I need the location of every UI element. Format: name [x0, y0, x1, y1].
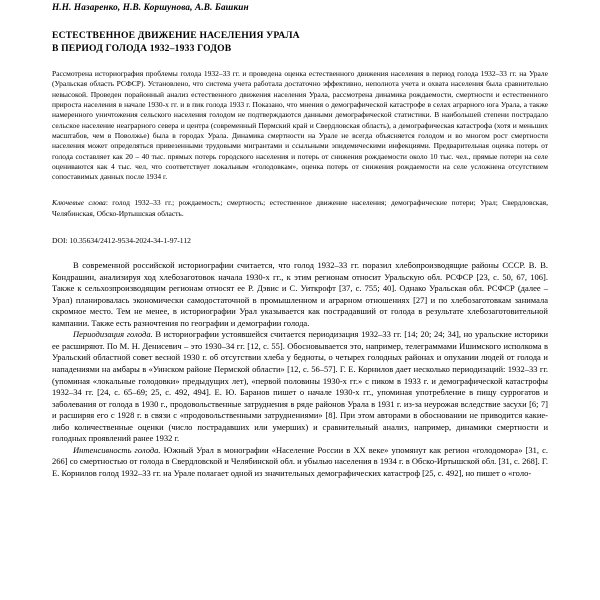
- keywords-label: Ключевые слова: [52, 198, 106, 208]
- body-paragraph: [52, 445, 548, 480]
- keywords-block: [52, 198, 548, 219]
- page-column: [52, 2, 548, 479]
- body-paragraph: [52, 260, 548, 329]
- paragraph-lead: Интенсивность голода.: [73, 444, 161, 455]
- abstract-text: Рассмотрена историография проблемы голода 1932–33 гг. и проведена оценка естественного движения населения в период голода 1932–33 гг. на Урале (Уральская область РСФСР). Установлено, что система учета работала достаточно эффективно, неполнота учета и охвата населения была сравнительно невысокой. Проведен порайонный анализ естественного движения населения Урала, рассмотрена динамика рождаемости, смертности и естественного прироста населения в начале 1930-х гг. и в пик голода 1933 г. Показано, что мнения о демографической катастрофе в селах аграрного юга Урала, а также намеренного уничтожения сельского населения голодом не подтверждаются данными демографической статистики. В наибольшей степени пострадало сельское население неаграрного севера и центра (современный Пермский край и Свердловская область), а демографическая катастрофа (хотя и меньших масштабов, чем в Поволжье) была в городах Урала. Динамика смертности на Урале не всегда объясняется голодом и во многом рост смертности населения может определяться привезенными трудовыми мигрантами и ссыльными эпидемическими инфекциями. Предварительная оценка потерь от голода составляет как 20 – 40 тыс. прямых потерь городского населения и потерь от снижения рождаемости около 10 тыс. чел., прямые потери на селе оцениваются как 4 тыс. чел, что соответствует локальным «голодовкам», оценка потерь от снижения рождаемости на селе усложнена отсутствием сопоставимых данных после 1934 г.: [52, 69, 548, 182]
- body-paragraph: [52, 329, 548, 444]
- keywords-value: : голод 1932–33 гг.; рождаемость; смертность; естественное движение населения; демографические потери; Урал; Свердловская, Челябинская, Обско-Иртышская область.: [52, 198, 548, 218]
- running-head-authors: Н.Н. Назаренко, Н.В. Коршунова, А.В. Башкин: [52, 2, 249, 12]
- page-title: [52, 30, 548, 55]
- article-title-line-1: ЕСТЕСТВЕННОЕ ДВИЖЕНИЕ НАСЕЛЕНИЯ УРАЛА: [52, 30, 300, 41]
- article-title-line-2: В ПЕРИОД ГОЛОДА 1932–1933 ГОДОВ: [52, 42, 232, 54]
- article-body: [52, 260, 548, 479]
- paragraph-text: В современной российской историографии считается, что голод 1932–33 гг. поразил хлебопроизводящие районы СССР. В. В. Кондрашин, анализируя ход хлебозаготовок начала 1930-х гг., к этим регионам относит Уральскую обл. РСФСР [23, с. 50, 67, 106]. Также к сельхозпроизводящим регионам относят ее Р. Дэвис и С. Уиткрофт [37, с. 755; 40]. Однако Уральская обл. РСФСР (далее – Урал) планировалась экономически самодостаточной в промышленном и аграрном отношениях [27] и по хлебозаготовкам занимала скромное место. Тем не менее, в историографии Урал указывается как пострадавший от голода в результате хлебозаготовительной кампании. Также есть разночтения по географии и демографии голода.: [52, 260, 548, 328]
- paragraph-text: В историографии устоявшейся считается периодизация 1932–33 гг. [14; 20; 24; 34], но уральские историки ее расширяют. По М. Н. Денисевич – это 1930–34 гг. [12, с. 55]. Обосновывается это, например, телеграммами Ишимского исполкома в Уральский областной совет весной 1930 г. об отсутствии хлеба у бедноты, о четырех голодных районах и опухании людей от голода и нападениями на амбары в «Уинском районе Пермской области» [12, с. 56–57]. Г. Е. Корнилов дает несколько периодизаций: 1932–33 гг. (упоминая «локальные голодовки» предыдущих лет), «первой половины 1930-х гг.» с пиком в 1933 г. и демографической катастрофы 1932–34 гг. [24, с. 65–69; 25, с. 492, 494]. Е. Ю. Баранов пишет о начале 1930-х гг., упоминая употребление в пищу суррогатов и заболевания от голода в 1930 г., продовольственные затруднения в ряде районов Урала в 1931 г. из-за неурожая вследствие засухи [6; 7] и расширяя его с 1928 г. в связи с «продовольственными затруднениями» [8]. При этом авторами в обосновании не приводится какие-либо количественные оценки (число пострадавших или умерших) и сравнительный анализ, например, динамики смертности и голодных проявлений ранее 1932 г.: [52, 329, 548, 444]
- paragraph-text: Южный Урал в монографии «Население России в ХХ веке» упомянут как регион «голодомора» [31, с. 266] со смертностью от голода в Свердловской и Челябинской обл. и убылью населения в 1934 г. в Обско-Иртышской обл. [31, с. 268]. Г. Е. Корнилов голод 1932–33 гг. на Урале полагает одной из значительных демографических катастроф [25, с. 492], но пишет о «голо-: [52, 444, 549, 478]
- paragraph-lead: Периодизация голода.: [73, 329, 153, 340]
- doi-text: DOI: 10.35634/2412-9534-2024-34-1-97-112: [52, 236, 191, 246]
